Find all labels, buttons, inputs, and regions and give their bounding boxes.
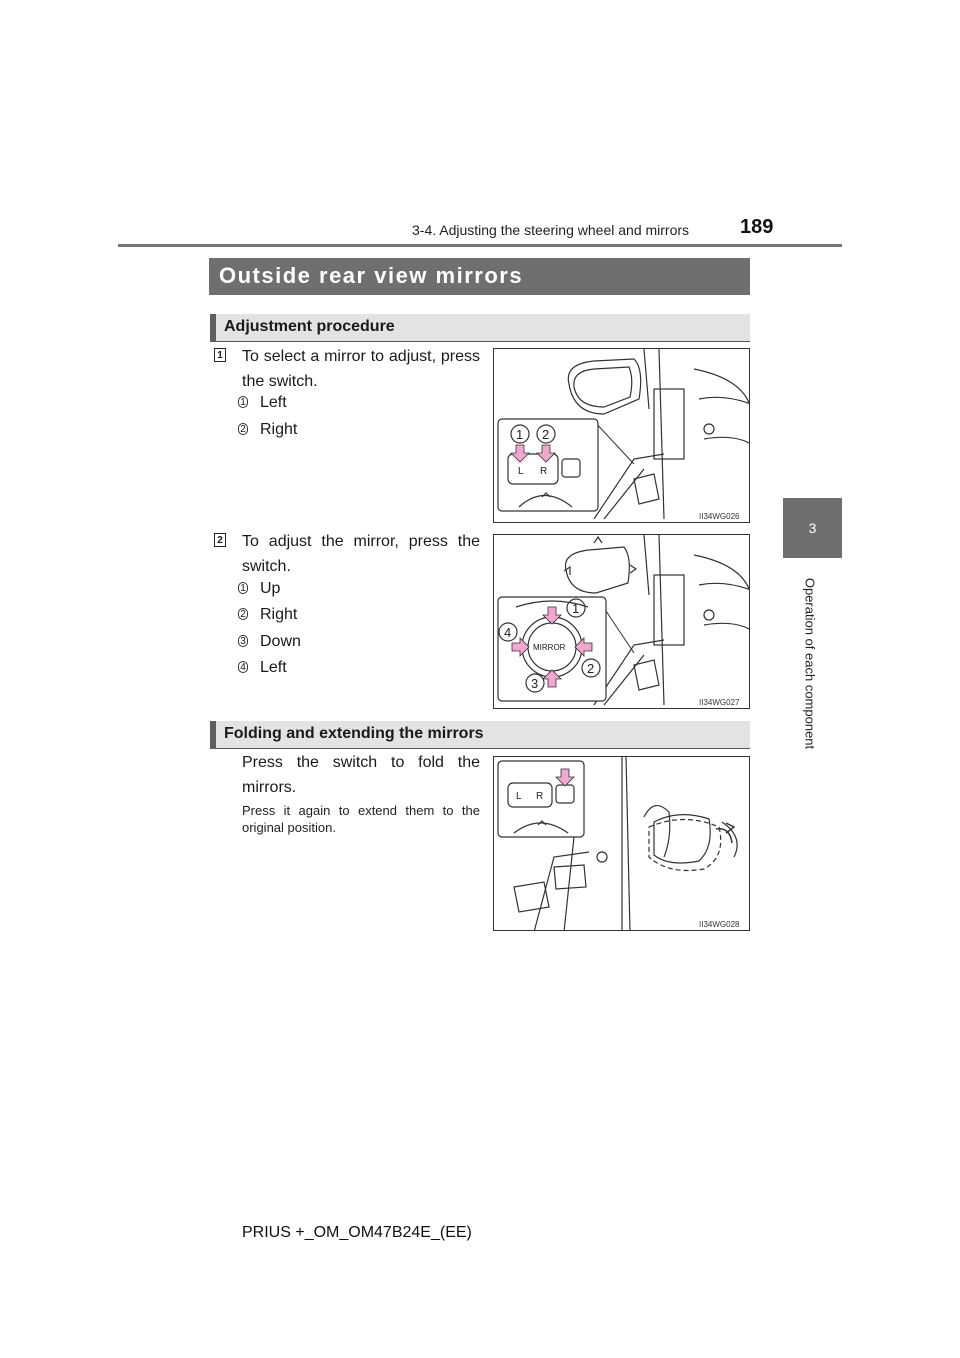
figure-3-code: II34WG028 — [699, 920, 740, 929]
chapter-title: Operation of each component — [802, 577, 818, 750]
figure-2-callout-2: 2 — [587, 661, 595, 676]
item-up-label: Up — [260, 580, 281, 597]
figure-2-callout-4: 4 — [504, 625, 512, 640]
folding-text: Press the switch to fold the mirrors. — [242, 754, 480, 796]
item-down-label: Down — [260, 633, 301, 650]
step-number-1: 1 — [214, 348, 226, 362]
figure-select-mirror — [493, 348, 750, 523]
item-right-label: Right — [260, 421, 298, 438]
callout-2: 2 — [238, 423, 248, 435]
header-divider — [118, 244, 842, 247]
callout-2: 2 — [238, 608, 248, 620]
subheading-adjustment: Adjustment procedure — [210, 314, 750, 342]
step-1-text: To select a mirror to adjust, press the switch. — [242, 348, 480, 390]
figure-adjust-mirror — [493, 534, 750, 709]
figure-2-code: II34WG027 — [699, 698, 740, 707]
item-left-label: Left — [260, 659, 287, 676]
item-right-label: Right — [260, 606, 298, 623]
figure-2-callout-1: 1 — [572, 601, 580, 616]
page-number: 189 — [740, 216, 774, 238]
figure-2-switch-label: MIRROR — [533, 643, 566, 652]
figure-1-callout-2: 2 — [542, 427, 550, 442]
callout-3: 3 — [238, 635, 248, 647]
subheading-folding: Folding and extending the mirrors — [210, 721, 750, 749]
figure-1-key-l: L — [518, 466, 524, 477]
figure-1-key-r: R — [540, 466, 548, 477]
callout-4: 4 — [238, 661, 248, 673]
chapter-number: 3 — [808, 520, 817, 536]
mirror-adjust-illustration — [494, 535, 750, 709]
footer-document-code: PRIUS +_OM_OM47B24E_(EE) — [242, 1224, 472, 1241]
folding-note: Press it again to extend them to the original position. — [242, 803, 480, 835]
chapter-tab-label — [800, 566, 820, 766]
chapter-tab — [783, 498, 842, 558]
item-left-label: Left — [260, 394, 287, 411]
figure-1-callout-1: 1 — [516, 427, 524, 442]
callout-1: 1 — [238, 582, 248, 594]
figure-fold-mirror — [493, 756, 750, 931]
step-2-text: To adjust the mirror, press the switch. — [242, 533, 480, 575]
figure-2-callout-3: 3 — [531, 676, 539, 691]
figure-3-key-l: L — [516, 791, 522, 802]
step-number-2: 2 — [214, 533, 226, 547]
callout-1: 1 — [238, 396, 248, 408]
mirror-fold-illustration — [494, 757, 750, 931]
figure-3-key-r: R — [536, 791, 544, 802]
page-title: Outside rear view mirrors — [209, 258, 750, 295]
running-header: 3-4. Adjusting the steering wheel and mirrors — [412, 222, 690, 238]
figure-1-code: II34WG026 — [699, 512, 740, 521]
mirror-switch-illustration — [494, 349, 750, 523]
